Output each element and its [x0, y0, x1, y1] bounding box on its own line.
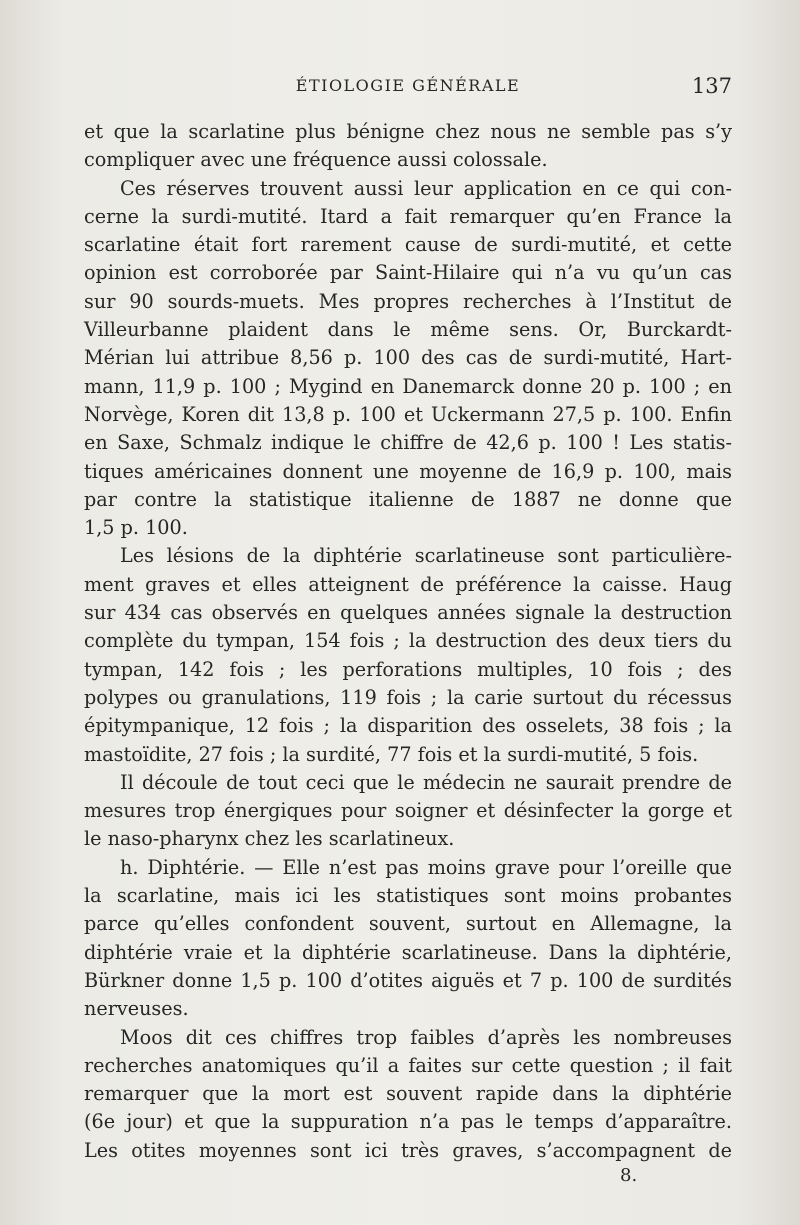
text-line: mastoïdite, 27 fois ; la surdité, 77 fois et la surdi-mutité, 5 fois. — [84, 742, 699, 766]
body-text — [84, 118, 732, 1165]
text-line: h. Diphtérie. — Elle n’est pas moins grave pour l’oreille que — [120, 855, 732, 879]
signature-mark: 8. — [620, 1165, 638, 1186]
text-line: diphtérie vraie et la diphtérie scarlatineuse. Dans la diphtérie, — [84, 940, 732, 964]
text-line: 1,5 p. 100. — [84, 516, 188, 540]
text-line: compliquer avec une fréquence aussi colossale. — [84, 148, 548, 172]
text-line: et que la scarlatine plus bénigne chez nous ne semble pas s’y — [84, 120, 732, 143]
text-line: la scarlatine, mais ici les statistiques sont moins probantes — [84, 884, 732, 908]
text-line: opinion est corroborée par Saint-Hilaire qui n’a vu qu’un cas — [84, 261, 732, 285]
text-line: tympan, 142 fois ; les perforations multiples, 10 fois ; des — [84, 657, 732, 681]
text-line: complète du tympan, 154 fois ; la destruction des deux tiers du — [84, 629, 732, 653]
text-line: nerveuses. — [84, 997, 189, 1021]
text-line: recherches anatomiques qu’il a faites sur cette question ; il fait — [84, 1053, 732, 1077]
text-line: tiques américaines donnent une moyenne de 16,9 p. 100, mais — [84, 459, 732, 483]
text-line: par contre la statistique italienne de 1887 ne donne que — [84, 487, 732, 511]
text-line: Mérian lui attribue 8,56 p. 100 des cas de surdi-mutité, Hart- — [84, 346, 732, 370]
text-line: Ces réserves trouvent aussi leur application en ce qui con- — [120, 176, 732, 200]
text-line: Les lésions de la diphtérie scarlatineuse sont particulière- — [120, 544, 732, 568]
text-line: cerne la surdi-mutité. Itard a fait remarquer qu’en France la — [84, 204, 732, 228]
page-number: 137 — [691, 74, 732, 98]
text-line: le naso-pharynx chez les scarlatineux. — [84, 827, 455, 851]
text-line: épitympanique, 12 fois ; la disparition des osselets, 38 fois ; la — [84, 714, 732, 738]
text-line: (6e jour) et que la suppuration n’a pas le temps d’apparaître. — [84, 1110, 732, 1134]
text-line: mesures trop énergiques pour soigner et désinfecter la gorge et — [84, 799, 732, 823]
text-line: en Saxe, Schmalz indique le chiffre de 42,6 p. 100 ! Les statis- — [84, 431, 732, 455]
text-line: parce qu’elles confondent souvent, surtout en Allemagne, la — [84, 912, 732, 936]
text-line: remarquer que la mort est souvent rapide dans la diphtérie — [84, 1082, 732, 1106]
text-line: sur 434 cas observés en quelques années signale la destruction — [84, 601, 732, 625]
text-line: polypes ou granulations, 119 fois ; la carie surtout du récessus — [84, 685, 732, 709]
text-line: ment graves et elles atteignent de préférence la caisse. Haug — [84, 572, 732, 596]
text-line: scarlatine était fort rarement cause de surdi-mutité, et cette — [84, 233, 732, 257]
running-title: ÉTIOLOGIE GÉNÉRALE — [295, 76, 521, 95]
page-header — [84, 76, 732, 106]
text-line: sur 90 sourds-muets. Mes propres recherches à l’Institut de — [84, 289, 732, 313]
text-line: mann, 11,9 p. 100 ; Mygind en Danemarck donne 20 p. 100 ; en — [84, 374, 732, 398]
text-line: Norvège, Koren dit 13,8 p. 100 et Uckermann 27,5 p. 100. Enfin — [84, 402, 732, 426]
text-line: Villeurbanne plaident dans le même sens. Or, Burckardt- — [84, 318, 732, 342]
text-line: Les otites moyennes sont ici très graves, s’accompagnent de — [84, 1138, 732, 1162]
text-line: Moos dit ces chiffres trop faibles d’après les nombreuses — [120, 1025, 732, 1049]
text-line: Il découle de tout ceci que le médecin ne saurait prendre de — [120, 770, 732, 794]
text-line: Bürkner donne 1,5 p. 100 d’otites aiguës et 7 p. 100 de surdités — [84, 968, 732, 992]
